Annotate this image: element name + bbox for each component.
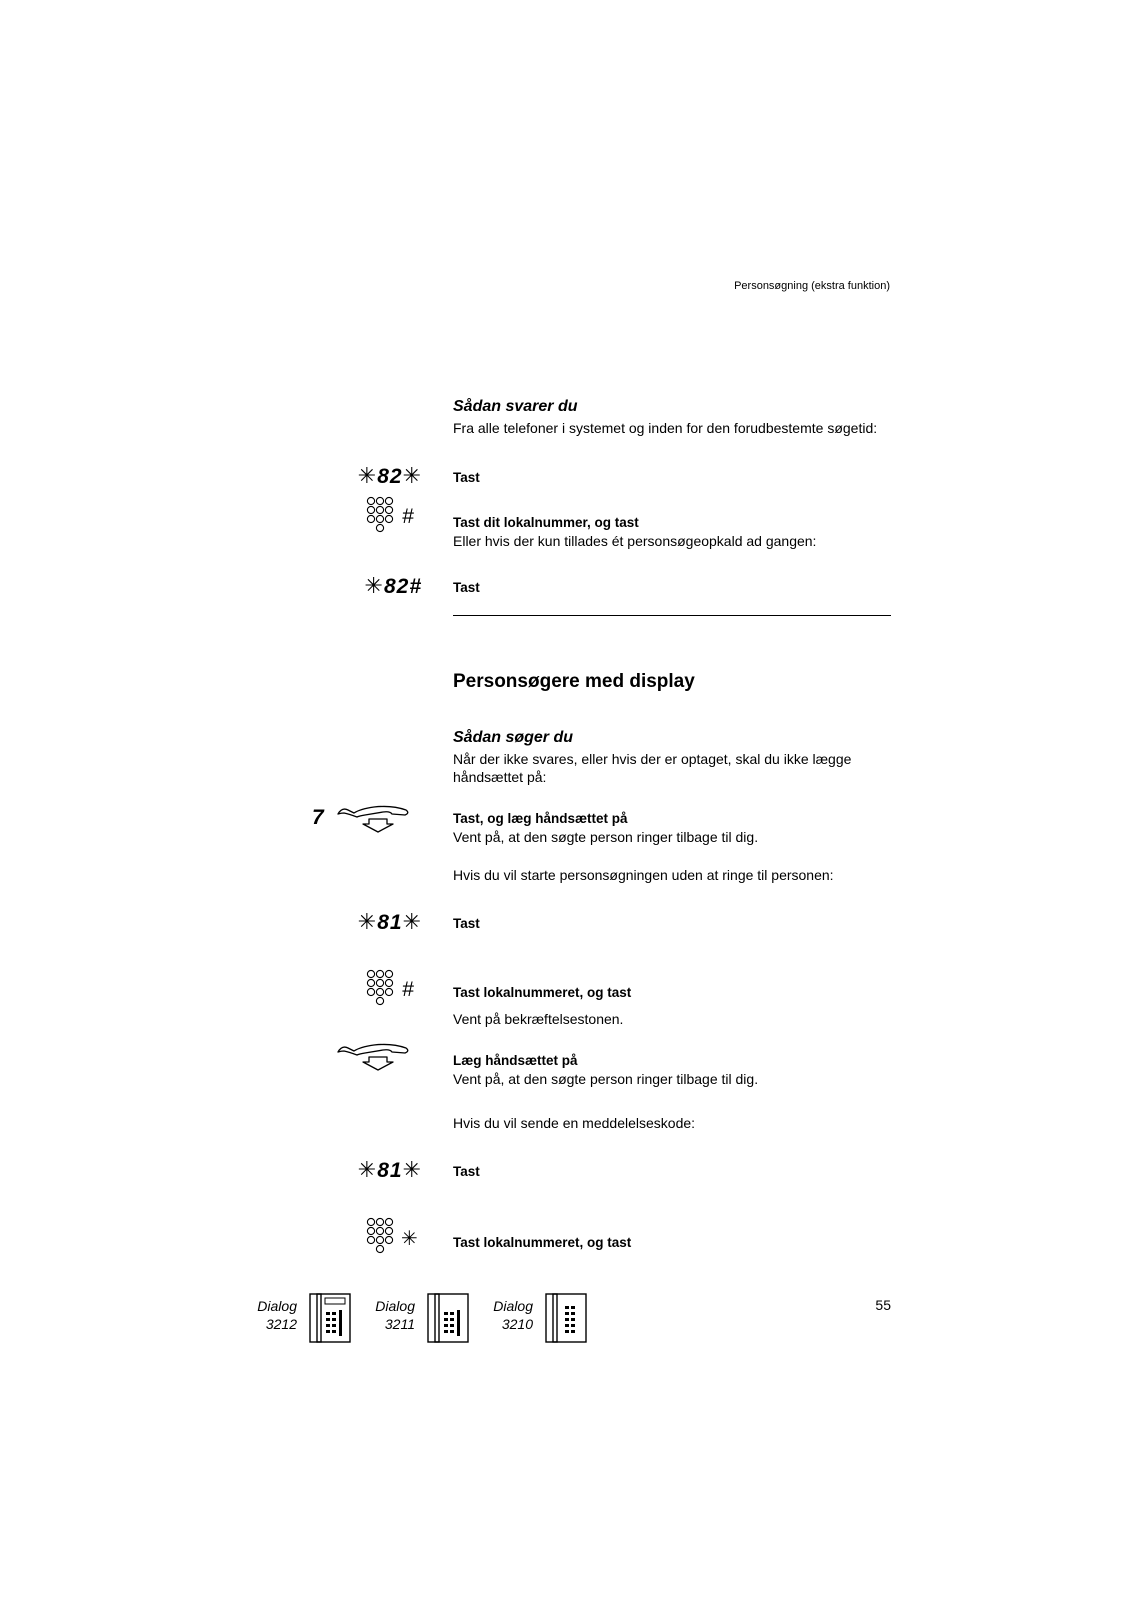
key-7: 7 bbox=[312, 806, 324, 829]
key-star-82-hash: ✳82# bbox=[364, 573, 422, 598]
star-icon: ✳ bbox=[357, 1157, 378, 1182]
answer-title: Sådan svarer du bbox=[453, 398, 578, 415]
svg-text:#: # bbox=[402, 505, 414, 528]
step-label: Tast lokalnummeret, og tast bbox=[453, 1235, 632, 1250]
step-note: Vent på bekræftelsestonen. bbox=[453, 1011, 624, 1027]
search-intro: Når der ikke svares, eller hvis der er optaget, skal du ikke lægge håndsættet på: bbox=[453, 751, 852, 785]
step-label: Tast dit lokalnummer, og tast bbox=[453, 515, 639, 530]
search-title: Sådan søger du bbox=[453, 729, 574, 746]
step-note: Eller hvis der kun tillades ét personsøgeopkald ad gangen: bbox=[453, 533, 817, 549]
model-label-3212: Dialog 3212 bbox=[257, 1298, 297, 1332]
keypad-hash-icon bbox=[366, 496, 441, 541]
star-icon: ✳ bbox=[402, 463, 422, 488]
star-icon: ✳ bbox=[364, 573, 384, 598]
phone-3210-icon bbox=[544, 1292, 588, 1344]
step-label: Tast bbox=[453, 470, 480, 485]
model-label-3211: Dialog 3211 bbox=[375, 1298, 415, 1332]
svg-text:#: # bbox=[402, 978, 414, 1001]
step-label: Tast, og læg håndsættet på bbox=[453, 811, 628, 826]
key-star-81-star: ✳81✳ bbox=[357, 1157, 422, 1182]
step-label: Tast lokalnummeret, og tast bbox=[453, 985, 632, 1000]
section-heading: Personsøgere med display bbox=[453, 671, 695, 692]
key-star-82-star: ✳82✳ bbox=[357, 463, 422, 488]
keypad-star-icon bbox=[366, 1217, 441, 1262]
phone-3212-icon bbox=[308, 1292, 352, 1344]
step-note: Vent på, at den søgte person ringer tilbage til dig. bbox=[453, 1071, 759, 1087]
handset-hangup-icon bbox=[336, 1040, 411, 1072]
step-label: Læg håndsættet på bbox=[453, 1053, 578, 1068]
svg-text:✳: ✳ bbox=[401, 1226, 418, 1250]
paragraph: Hvis du vil starte personsøgningen uden at ringe til personen: bbox=[453, 867, 834, 883]
page-number: 55 bbox=[875, 1297, 891, 1313]
step-label: Tast bbox=[453, 1164, 480, 1179]
step-note: Vent på, at den søgte person ringer tilbage til dig. bbox=[453, 829, 759, 845]
step-label: Tast bbox=[453, 916, 480, 931]
paragraph: Hvis du vil sende en meddelelseskode: bbox=[453, 1115, 696, 1131]
star-icon: ✳ bbox=[402, 1157, 422, 1182]
model-label-3210: Dialog 3210 bbox=[493, 1298, 533, 1332]
handset-hangup-icon bbox=[336, 802, 411, 834]
section-divider bbox=[453, 615, 891, 616]
star-icon: ✳ bbox=[357, 463, 378, 488]
step-label: Tast bbox=[453, 580, 480, 595]
star-icon: ✳ bbox=[357, 909, 378, 934]
running-header: Personsøgning (ekstra funktion) bbox=[734, 280, 890, 292]
answer-intro: Fra alle telefoner i systemet og inden for den forudbestemte søgetid: bbox=[453, 420, 878, 436]
key-star-81-star: ✳81✳ bbox=[357, 909, 422, 934]
star-icon: ✳ bbox=[402, 909, 422, 934]
phone-3211-icon bbox=[426, 1292, 470, 1344]
keypad-hash-icon bbox=[366, 969, 441, 1014]
